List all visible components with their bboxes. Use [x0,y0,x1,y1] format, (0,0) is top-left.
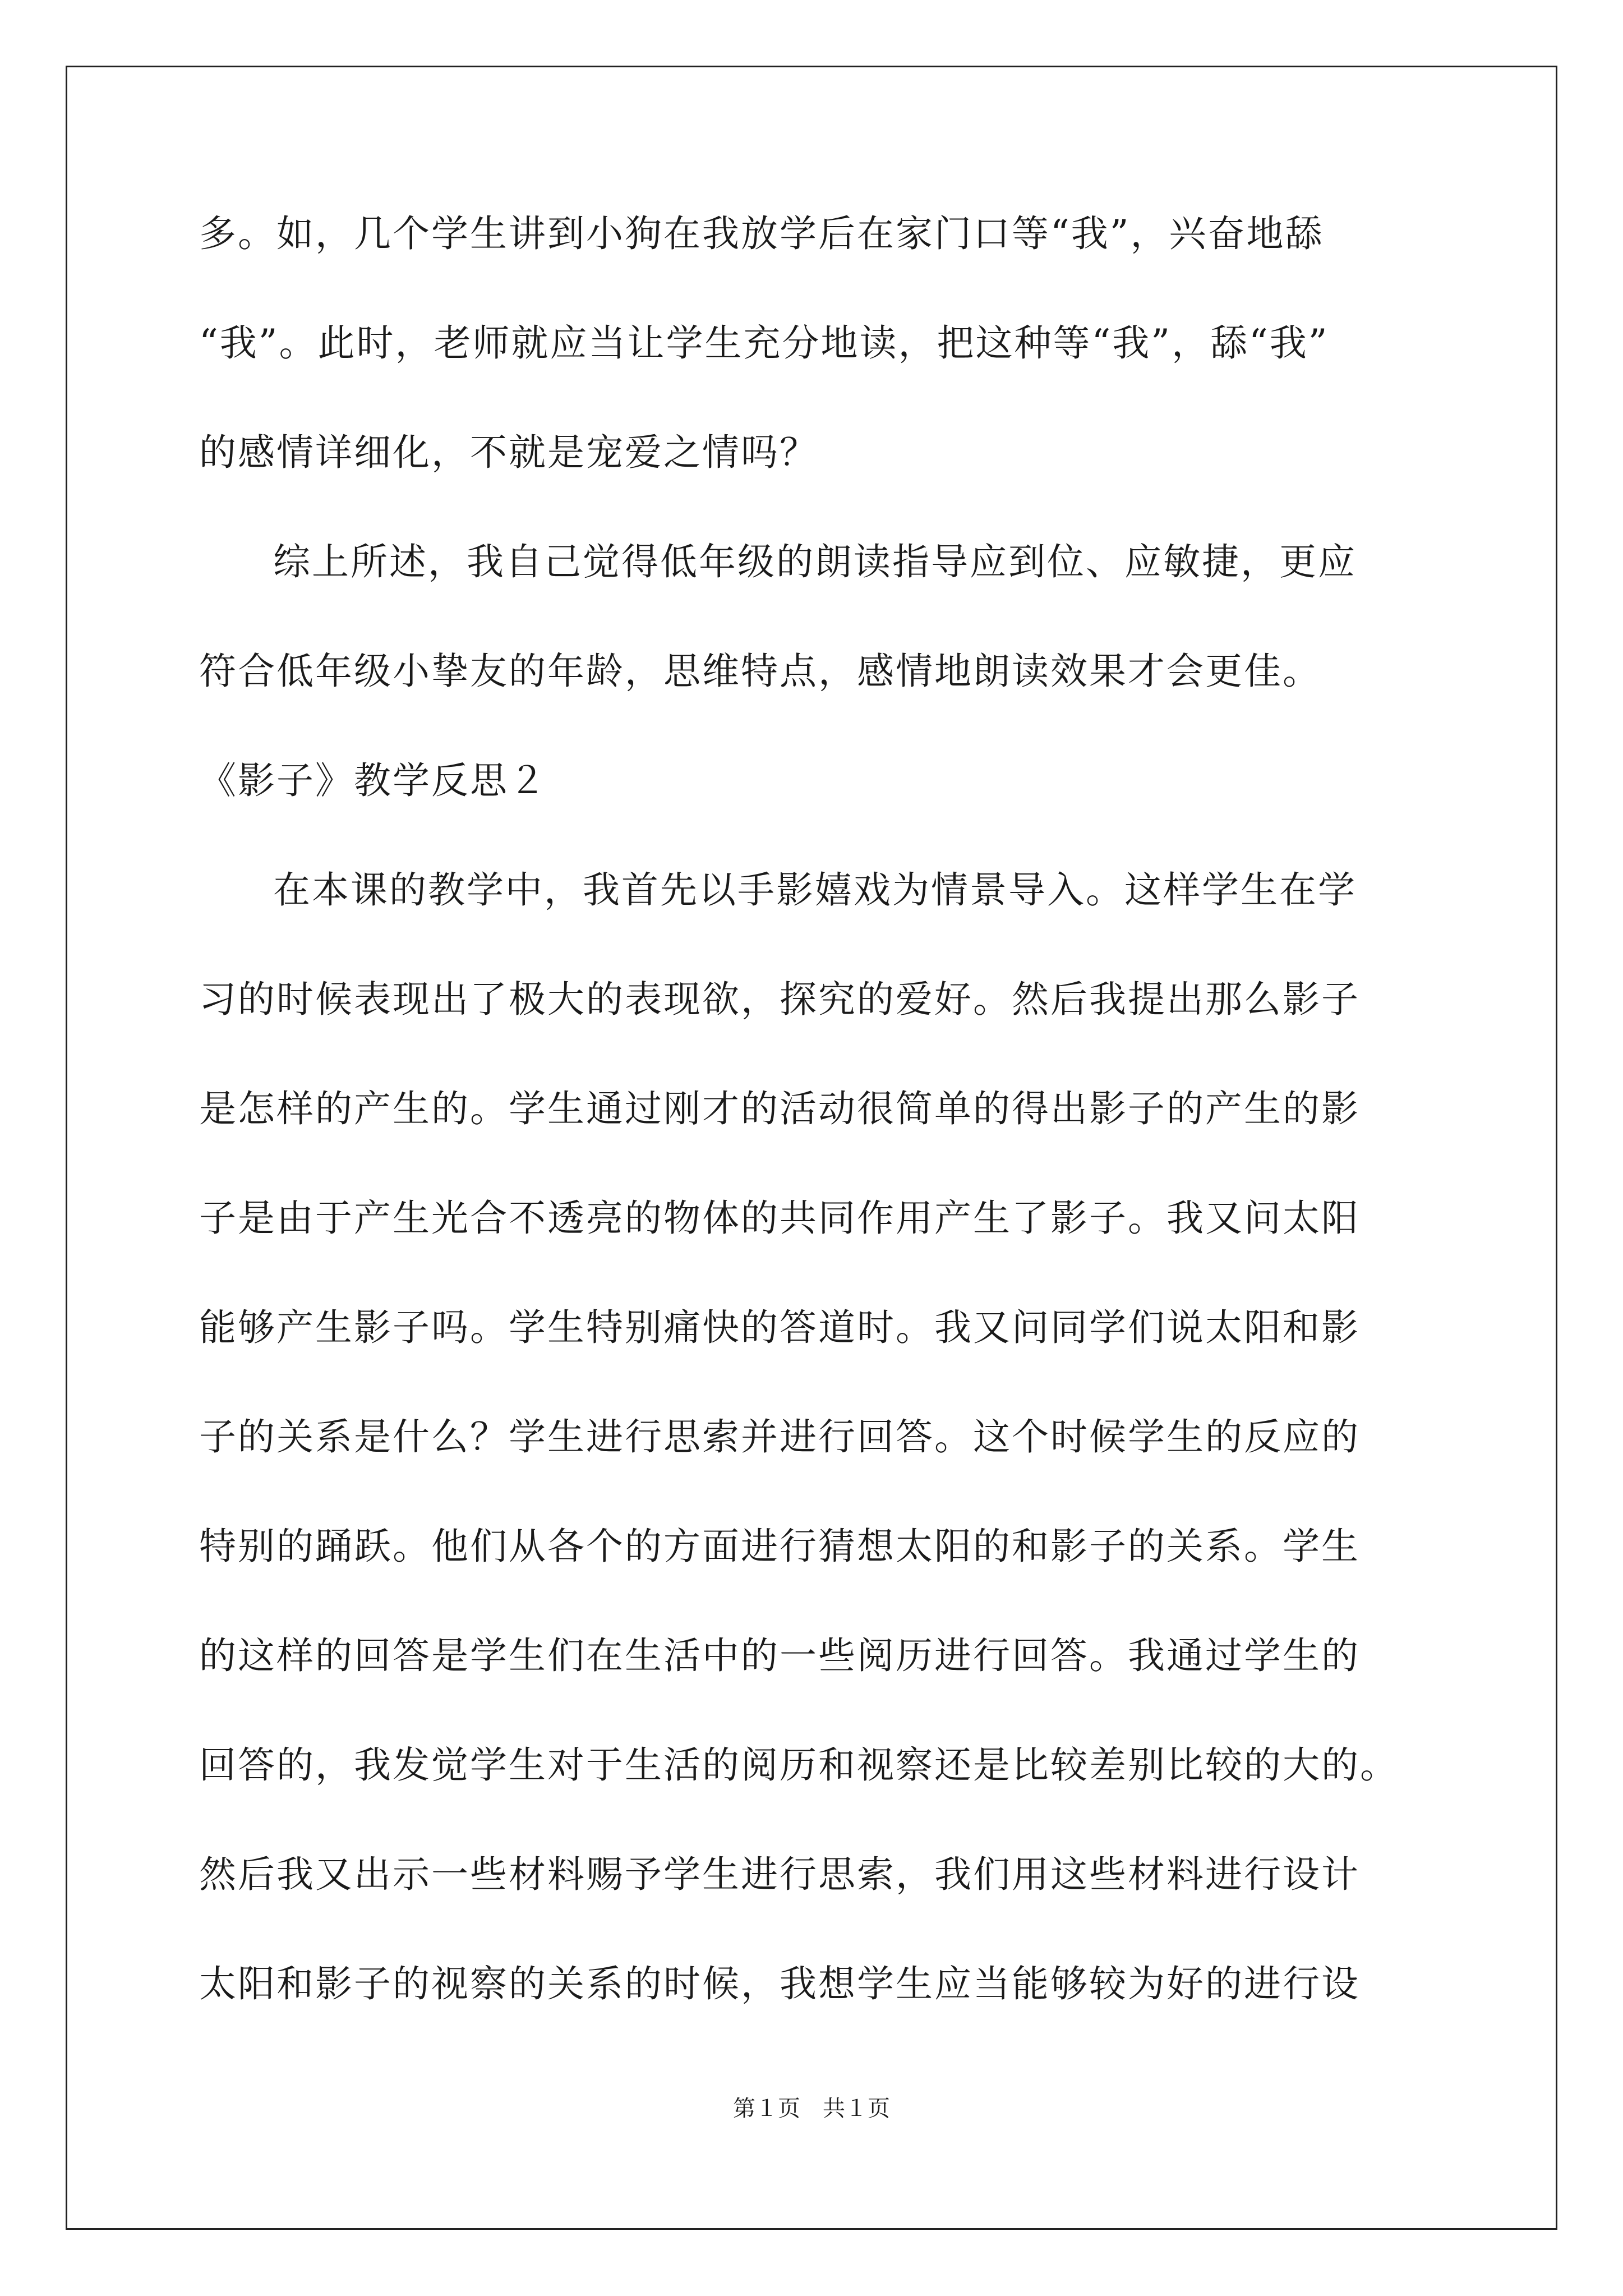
text-line: 能够产生影子吗。学生特别痛快的答道时。我又问同学们说太阳和影 [199,1306,1360,1349]
text-line: 的感情详细化，不就是宠爱之情吗？ [199,431,818,474]
text-line: 子是由于产生光合不透亮的物体的共同作用产生了影子。我又问太阳 [199,1197,1360,1240]
text-line: 子的关系是什么？学生进行思索并进行回答。这个时候学生的反应的 [199,1415,1360,1458]
text-line: “我”。此时，老师就应当让学生充分地读，把这种等“我”，舔“我” [199,321,1329,365]
text-line: 在本课的教学中，我首先以手影嬉戏为情景导入。这样学生在学 [273,868,1357,912]
text-line: 习的时候表现出了极大的表现欲，探究的爱好。然后我提出那么影子 [199,978,1360,1021]
text-line: 符合低年级小挚友的年龄，思维特点，感情地朗读效果才会更佳。 [199,650,1321,693]
page-border [66,66,1557,2230]
text-line: 太阳和影子的视察的关系的时候，我想学生应当能够较为好的进行设 [199,1962,1360,2005]
section-heading: 《影子》教学反思２ [199,759,547,802]
text-line: 是怎样的产生的。学生通过刚才的活动很简单的得出影子的产生的影 [199,1087,1360,1130]
text-line: 综上所述，我自己觉得低年级的朗读指导应到位、应敏捷，更应 [273,540,1357,583]
text-line: 多。如，几个学生讲到小狗在我放学后在家门口等“我”，兴奋地舔 [199,212,1324,255]
text-line: 的这样的回答是学生们在生活中的一些阅历进行回答。我通过学生的 [199,1634,1360,1677]
text-line: 然后我又出示一些材料赐予学生进行思索，我们用这些材料进行设计 [199,1853,1360,1896]
page-number-footer: 第１页 共１页 [733,2096,890,2122]
text-line: 回答的，我发觉学生对于生活的阅历和视察还是比较差别比较的大的。 [199,1743,1399,1787]
text-line: 特别的踊跃。他们从各个的方面进行猜想太阳的和影子的关系。学生 [199,1525,1360,1568]
